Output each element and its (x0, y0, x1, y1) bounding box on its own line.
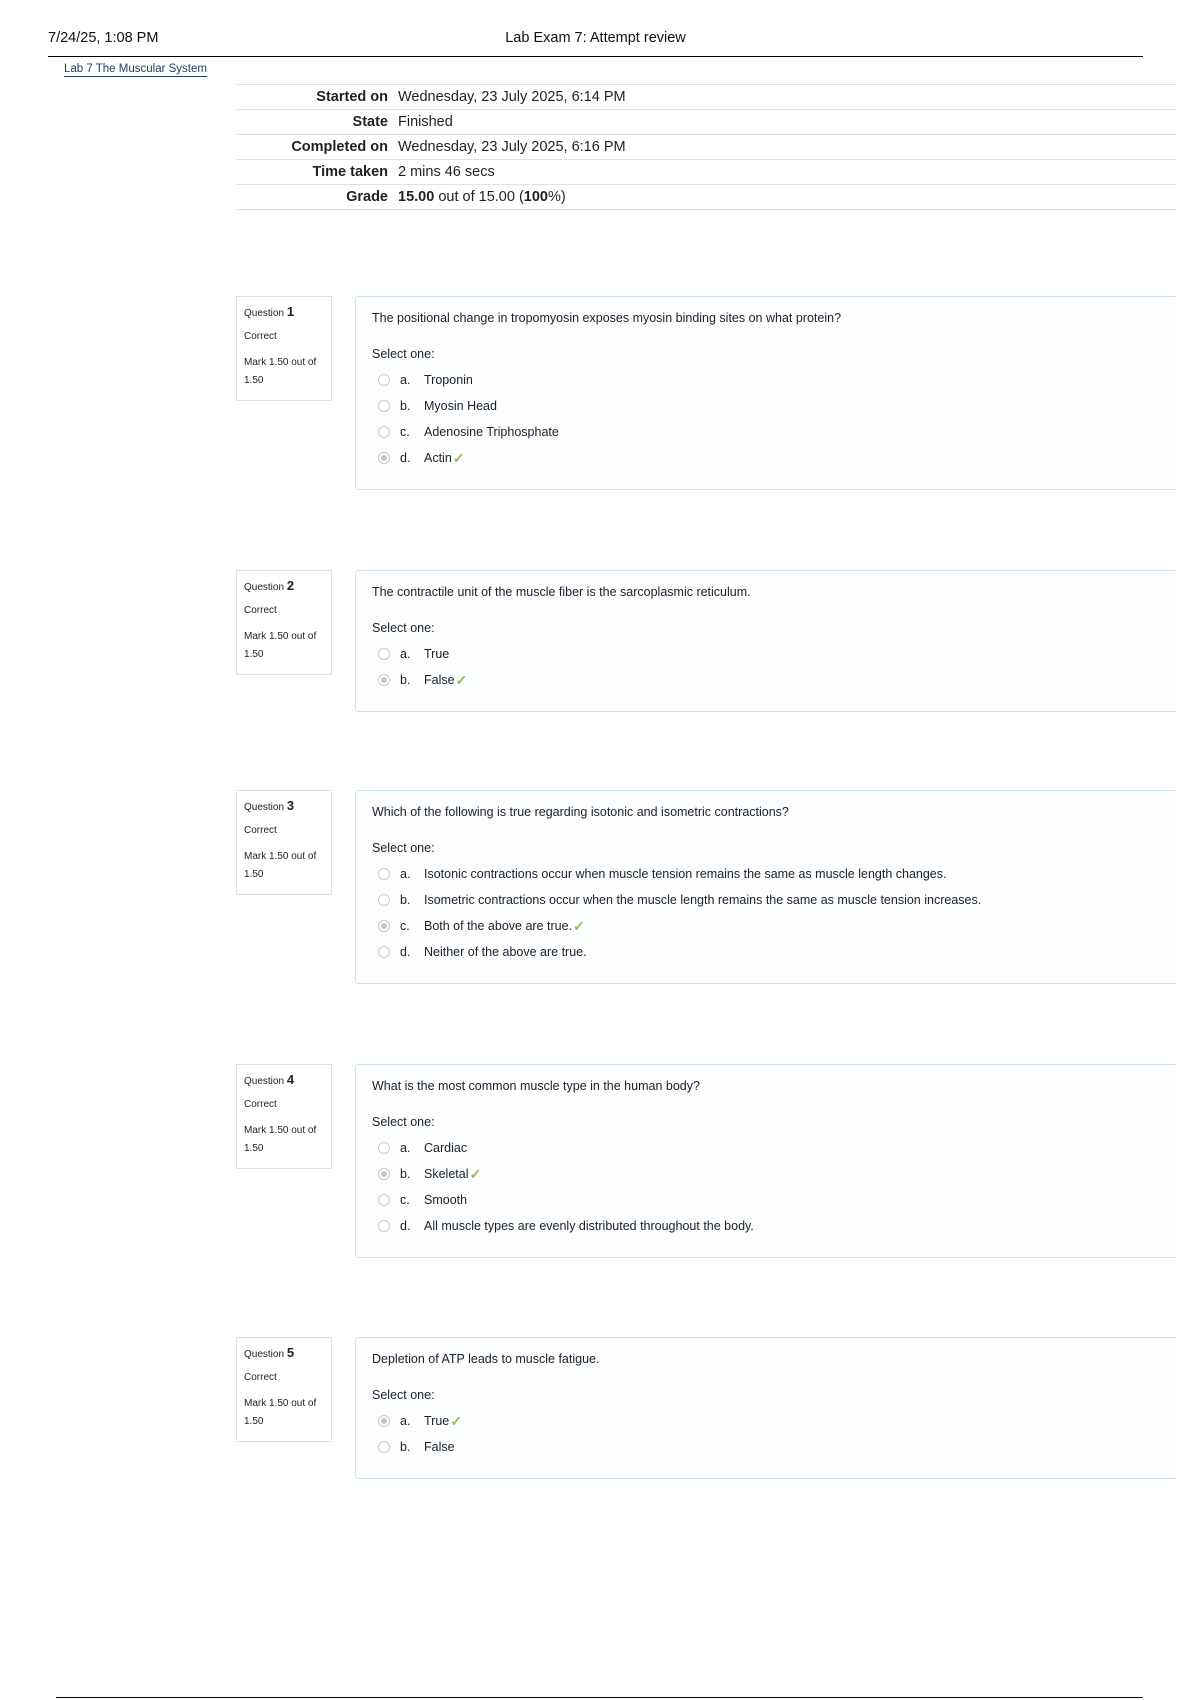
option-text: True (424, 647, 450, 661)
option-letter: b. (400, 1167, 411, 1181)
option-text: Myosin Head (424, 399, 497, 413)
answer-option[interactable] (378, 1434, 1160, 1460)
option-text: Both of the above are true. (424, 919, 573, 933)
question-number (244, 798, 325, 813)
question-text: What is the most common muscle type in the human body? (372, 1079, 700, 1093)
started-value: Wednesday, 23 July 2025, 6:14 PM (398, 89, 626, 105)
question-label: Question (244, 582, 285, 593)
select-prompt: Select one: (372, 1115, 435, 1129)
option-text: Cardiac (424, 1141, 468, 1155)
check-mark-icon: ✓ (455, 671, 468, 688)
option-letter: b. (400, 1440, 411, 1454)
radio-icon[interactable] (378, 1220, 390, 1232)
option-letter: d. (400, 451, 411, 465)
question-label: Question (244, 1076, 285, 1087)
started-label: Started on (316, 89, 388, 105)
radio-icon[interactable] (378, 400, 390, 412)
question-label: Question (244, 308, 285, 319)
summary-row-grade (236, 185, 1176, 210)
question-info (236, 1064, 332, 1169)
question-number-value: 1 (286, 304, 295, 319)
radio-icon[interactable] (378, 1441, 390, 1453)
attempt-summary (236, 84, 1176, 210)
radio-icon[interactable] (378, 868, 390, 880)
option-letter: c. (400, 425, 410, 439)
question-text: The positional change in tropomyosin exposes myosin binding sites on what protein? (372, 311, 842, 325)
answer-option[interactable] (378, 1408, 1160, 1434)
option-letter: d. (400, 945, 411, 959)
answer-options (372, 861, 1160, 965)
option-text: True (424, 1414, 450, 1428)
check-mark-icon: ✓ (450, 1412, 462, 1429)
radio-icon[interactable] (378, 674, 390, 686)
question-state: Correct (244, 825, 277, 836)
breadcrumb-link[interactable]: Lab 7 The Muscular System (64, 63, 207, 75)
option-text: False (424, 1440, 455, 1454)
answer-option[interactable] (378, 667, 1160, 693)
option-letter: b. (400, 893, 411, 907)
option-text: Troponin (424, 373, 473, 387)
answer-option[interactable] (378, 861, 1160, 887)
question-content (355, 790, 1176, 984)
answer-options (372, 641, 1160, 693)
question-mark: Mark 1.50 out of 1.50 (244, 851, 317, 880)
completed-label: Completed on (291, 139, 388, 155)
question-info (236, 296, 332, 401)
summary-row-time (236, 160, 1176, 185)
grade-percent: 100 (523, 189, 548, 205)
option-letter: d. (400, 1219, 411, 1233)
question-mark: Mark 1.50 out of 1.50 (244, 357, 317, 386)
answer-option[interactable] (378, 1161, 1160, 1187)
option-letter: a. (400, 373, 411, 387)
check-mark-icon: ✓ (573, 917, 585, 934)
option-letter: c. (400, 1193, 410, 1207)
answer-options (372, 1408, 1160, 1460)
state-value: Finished (398, 114, 453, 130)
print-date: 7/24/25, 1:08 PM (48, 30, 159, 46)
answer-option[interactable] (378, 393, 1160, 419)
answer-option[interactable] (378, 419, 1160, 445)
summary-row-completed (236, 135, 1176, 160)
question-state: Correct (244, 605, 277, 616)
question-text: Which of the following is true regarding isotonic and isometric contractions? (372, 805, 789, 819)
select-prompt: Select one: (372, 841, 435, 855)
radio-icon[interactable] (378, 374, 390, 386)
question-mark: Mark 1.50 out of 1.50 (244, 1398, 317, 1427)
question-label: Question (244, 802, 285, 813)
option-letter: a. (400, 1414, 411, 1428)
select-prompt: Select one: (372, 347, 435, 361)
question-number (244, 1072, 325, 1087)
page-title: Lab Exam 7: Attempt review (505, 30, 686, 46)
completed-value: Wednesday, 23 July 2025, 6:16 PM (398, 139, 626, 155)
question-info (236, 1337, 332, 1442)
summary-row-started (236, 85, 1176, 110)
summary-row-state (236, 110, 1176, 135)
answer-option[interactable] (378, 1135, 1160, 1161)
question-number-value: 3 (286, 798, 295, 813)
question-content (355, 296, 1176, 490)
option-letter: c. (400, 919, 410, 933)
radio-icon[interactable] (378, 894, 390, 906)
option-text: Neither of the above are true. (424, 945, 587, 959)
time-label: Time taken (312, 164, 388, 180)
answer-option[interactable] (378, 445, 1160, 471)
question-number (244, 578, 325, 593)
answer-option[interactable] (378, 887, 1160, 913)
question-number-value: 5 (286, 1345, 295, 1360)
question-content (355, 570, 1176, 712)
radio-icon[interactable] (378, 648, 390, 660)
question-text: The contractile unit of the muscle fiber is the sarcoplasmic reticulum. (372, 585, 751, 599)
option-text: Isometric contractions occur when the muscle length remains the same as muscle tension increases. (424, 893, 982, 907)
question-info (236, 790, 332, 895)
question-state: Correct (244, 1099, 277, 1110)
option-text: False (424, 673, 455, 687)
answer-option[interactable] (378, 367, 1160, 393)
radio-icon[interactable] (378, 1168, 390, 1180)
question-number (244, 1345, 325, 1360)
radio-icon[interactable] (378, 1194, 390, 1206)
question-number (244, 304, 325, 319)
answer-options (372, 367, 1160, 471)
option-text: Adenosine Triphosphate (424, 425, 559, 439)
radio-icon[interactable] (378, 426, 390, 438)
radio-icon[interactable] (378, 1415, 390, 1427)
state-label: State (352, 114, 388, 130)
grade-end: %) (547, 189, 566, 205)
question-number-value: 2 (286, 578, 295, 593)
option-text: Isotonic contractions occur when muscle tension remains the same as muscle length changes. (424, 867, 947, 881)
question-mark: Mark 1.50 out of 1.50 (244, 631, 317, 660)
radio-icon[interactable] (378, 452, 390, 464)
grade-score: 15.00 (398, 189, 435, 205)
question-text: Depletion of ATP leads to muscle fatigue. (372, 1352, 600, 1366)
answer-option[interactable] (378, 641, 1160, 667)
grade-middle: out of 15.00 ( (434, 189, 524, 205)
option-letter: b. (400, 399, 411, 413)
radio-icon[interactable] (378, 946, 390, 958)
option-letter: b. (400, 673, 411, 687)
radio-icon[interactable] (378, 920, 390, 932)
select-prompt: Select one: (372, 621, 435, 635)
question-label: Question (244, 1349, 285, 1360)
answer-options (372, 1135, 1160, 1239)
option-letter: a. (400, 867, 411, 881)
question-info (236, 570, 332, 675)
question-number-value: 4 (286, 1072, 295, 1087)
time-value: 2 mins 46 secs (398, 164, 495, 180)
grade-value (398, 185, 1176, 210)
question-state: Correct (244, 1372, 277, 1383)
question-content (355, 1064, 1176, 1258)
check-mark-icon: ✓ (469, 1165, 482, 1182)
option-text: Skeletal (424, 1167, 469, 1181)
footer-divider (56, 1697, 1143, 1698)
question-content (355, 1337, 1176, 1479)
print-header (48, 30, 1143, 57)
option-text: All muscle types are evenly distributed throughout the body. (424, 1219, 754, 1233)
question-state: Correct (244, 331, 277, 342)
radio-icon[interactable] (378, 1142, 390, 1154)
select-prompt: Select one: (372, 1388, 435, 1402)
option-text: Smooth (424, 1193, 468, 1207)
grade-label: Grade (346, 189, 388, 205)
check-mark-icon: ✓ (452, 449, 465, 466)
option-text: Actin (424, 451, 452, 465)
answer-option[interactable] (378, 1187, 1160, 1213)
option-letter: a. (400, 647, 411, 661)
answer-option[interactable] (378, 939, 1160, 965)
option-letter: a. (400, 1141, 411, 1155)
answer-option[interactable] (378, 1213, 1160, 1239)
answer-option[interactable] (378, 913, 1160, 939)
question-mark: Mark 1.50 out of 1.50 (244, 1125, 317, 1154)
